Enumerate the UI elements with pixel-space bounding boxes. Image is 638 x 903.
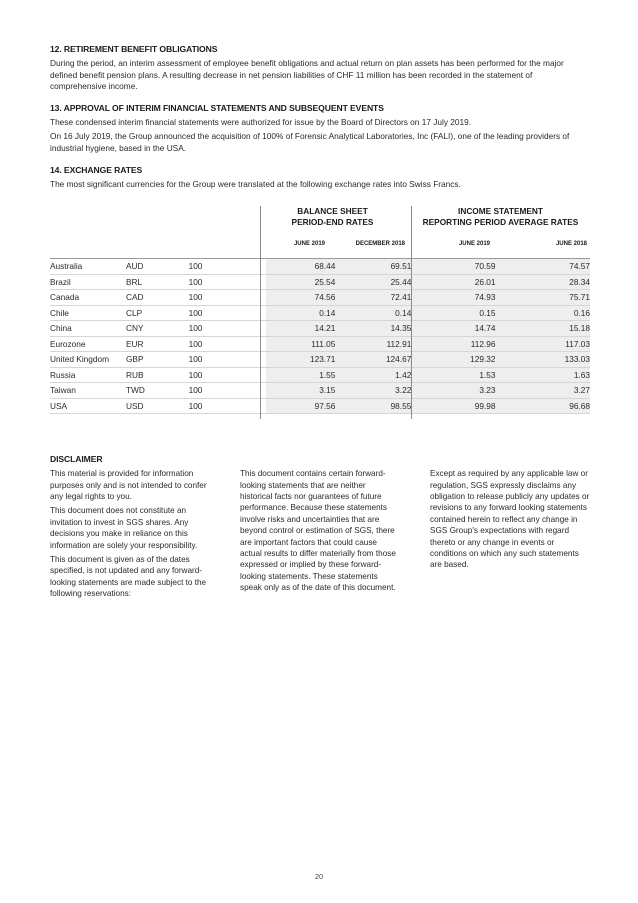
is-june2019-cell: 26.01 [411, 274, 495, 290]
section-title: 13. APPROVAL OF INTERIM FINANCIAL STATEMENTS AND SUBSEQUENT EVENTS [50, 102, 384, 113]
currency-code-cell: BRL [126, 274, 189, 290]
section-approval-events [50, 103, 590, 155]
column-divider [411, 206, 412, 419]
disclaimer-column-3 [430, 468, 590, 602]
is-june2019-cell: 3.23 [411, 383, 495, 399]
rates-body [50, 259, 590, 414]
is-june2018-cell: 75.71 [496, 290, 591, 306]
unit-cell: 100 [189, 383, 266, 399]
bs-june2019-cell: 25.54 [266, 274, 336, 290]
section-title: 12. RETIREMENT BENEFIT OBLIGATIONS [50, 44, 218, 54]
currency-code-cell: CAD [126, 290, 189, 306]
column-divider [260, 206, 261, 419]
is-june2019-cell: 1.53 [411, 367, 495, 383]
currency-code-cell: CLP [126, 305, 189, 321]
unit-cell: 100 [189, 305, 266, 321]
page-number: 20 [314, 872, 324, 881]
country-cell: USA [50, 398, 126, 414]
currency-code-cell: EUR [126, 336, 189, 352]
country-cell: Australia [50, 259, 126, 275]
is-june2018-cell: 74.57 [496, 259, 591, 275]
table-header [50, 206, 590, 250]
country-cell: United Kingdom [50, 352, 126, 368]
is-june2018-cell: 117.03 [496, 336, 591, 352]
bs-dec2018-cell: 98.55 [335, 398, 411, 414]
disclaimer-paragraph: This document contains certain forward-looking statements that are neither historical facts nor guarantees of future performance. Because these statements involve risks and uncertainties that are beyond control or estimation of SGS, there are important factors that could cause actual results to differ materially from those expressed or implied by these forward-looking statements. These statements speak only as of the date of this document. [240, 469, 396, 593]
section-exchange-rates [50, 165, 590, 415]
bs-june2019-cell: 1.55 [266, 367, 336, 383]
disclaimer-column-2 [240, 468, 400, 602]
country-cell: Taiwan [50, 383, 126, 399]
country-cell: China [50, 321, 126, 337]
is-june2018-cell: 133.03 [496, 352, 591, 368]
document-page [50, 44, 590, 603]
currency-code-cell: RUB [126, 367, 189, 383]
currency-code-cell: GBP [126, 352, 189, 368]
disclaimer-columns [50, 468, 590, 602]
table-row [50, 352, 590, 368]
currency-code-cell: CNY [126, 321, 189, 337]
section-title: 14. EXCHANGE RATES [50, 164, 143, 175]
bs-dec2018-cell: 25.44 [335, 274, 411, 290]
bs-june2019-cell: 68.44 [266, 259, 336, 275]
col-header-june2019-bs: JUNE 2019 [293, 241, 325, 248]
currency-code-cell: TWD [126, 383, 189, 399]
country-cell: Eurozone [50, 336, 126, 352]
country-cell: Russia [50, 367, 126, 383]
bs-june2019-cell: 3.15 [266, 383, 336, 399]
disclaimer-paragraph: This document is given as of the dates specified, is not updated and any forward-looking statements are made subject to the following reservations: [50, 555, 207, 599]
unit-cell: 100 [189, 352, 266, 368]
section-retirement-benefit [50, 44, 590, 93]
table-row [50, 398, 590, 414]
table-row [50, 367, 590, 383]
disclaimer-paragraph: Except as required by any applicable law or regulation, SGS expressly disclaims any obligation to release publicly any updates or revisions to any forward looking statements contained herein to reflect any change in SGS Group's expectations with regard thereto or any change in events or conditions on which any such statements are based. [430, 469, 590, 570]
is-june2019-cell: 74.93 [411, 290, 495, 306]
col-header-june2019-is: JUNE 2019 [458, 241, 490, 248]
table-row [50, 305, 590, 321]
unit-cell: 100 [189, 398, 266, 414]
is-june2019-cell: 0.15 [411, 305, 495, 321]
bs-dec2018-cell: 14.35 [335, 321, 411, 337]
bs-june2019-cell: 14.21 [266, 321, 336, 337]
disclaimer-paragraph: This material is provided for information purposes only and is not intended to confer any legal rights to you. [50, 469, 207, 501]
is-june2019-cell: 14.74 [411, 321, 495, 337]
bs-dec2018-cell: 69.51 [335, 259, 411, 275]
bs-dec2018-cell: 124.67 [335, 352, 411, 368]
bs-dec2018-cell: 1.42 [335, 367, 411, 383]
table-row [50, 321, 590, 337]
is-june2019-cell: 99.98 [411, 398, 495, 414]
paragraph: These condensed interim financial statements were authorized for issue by the Board of Directors on 17 July 2019. [50, 116, 472, 127]
table-row [50, 383, 590, 399]
table-row [50, 290, 590, 306]
currency-code-cell: AUD [126, 259, 189, 275]
currency-code-cell: USD [126, 398, 189, 414]
balance-sheet-group-header [260, 206, 405, 227]
bs-dec2018-cell: 112.91 [335, 336, 411, 352]
unit-cell: 100 [189, 274, 266, 290]
paragraph: During the period, an interim assessment of employee benefit obligations and actual return on plan assets has been performed for the major defined benefit pension plans. A resulting decrease in net pension liabilities of CHF 11 million has been recorded in the statement of comprehensive income. [50, 58, 564, 92]
bs-june2019-cell: 111.05 [266, 336, 336, 352]
group-header-line: PERIOD-END RATES [291, 216, 374, 227]
table-row [50, 274, 590, 290]
is-june2019-cell: 129.32 [411, 352, 495, 368]
is-june2018-cell: 96.68 [496, 398, 591, 414]
rates-grid [50, 258, 590, 414]
unit-cell: 100 [189, 336, 266, 352]
country-cell: Brazil [50, 274, 126, 290]
bs-june2019-cell: 74.56 [266, 290, 336, 306]
exchange-rates-table [50, 206, 590, 414]
disclaimer-column-1 [50, 468, 210, 602]
col-header-june2018: JUNE 2018 [555, 241, 587, 248]
disclaimer-section [50, 454, 590, 602]
country-cell: Chile [50, 305, 126, 321]
is-june2018-cell: 0.16 [496, 305, 591, 321]
section-title: DISCLAIMER [50, 454, 103, 465]
is-june2019-cell: 112.96 [411, 336, 495, 352]
table-row [50, 336, 590, 352]
bs-dec2018-cell: 0.14 [335, 305, 411, 321]
unit-cell: 100 [189, 367, 266, 383]
unit-cell: 100 [189, 321, 266, 337]
col-header-dec2018: DECEMBER 2018 [355, 241, 405, 248]
is-june2018-cell: 28.34 [496, 274, 591, 290]
paragraph: On 16 July 2019, the Group announced the acquisition of 100% of Forensic Analytical Laboratories, Inc (FALI), one of the leading providers of industrial hygiene, based in the USA. [50, 131, 570, 153]
table-row [50, 259, 590, 275]
bs-june2019-cell: 0.14 [266, 305, 336, 321]
unit-cell: 100 [189, 290, 266, 306]
is-june2018-cell: 1.63 [496, 367, 591, 383]
bs-dec2018-cell: 72.41 [335, 290, 411, 306]
country-cell: Canada [50, 290, 126, 306]
group-header-line: REPORTING PERIOD AVERAGE RATES [422, 216, 579, 227]
bs-june2019-cell: 123.71 [266, 352, 336, 368]
is-june2018-cell: 3.27 [496, 383, 591, 399]
bs-dec2018-cell: 3.22 [335, 383, 411, 399]
income-statement-group-header [411, 206, 590, 227]
group-header-line: BALANCE SHEET [297, 206, 368, 217]
unit-cell: 100 [189, 259, 266, 275]
bs-june2019-cell: 97.56 [266, 398, 336, 414]
is-june2019-cell: 70.59 [411, 259, 495, 275]
group-header-line: INCOME STATEMENT [458, 206, 543, 217]
is-june2018-cell: 15.18 [496, 321, 591, 337]
disclaimer-paragraph: This document does not constitute an invitation to invest in SGS shares. Any decisions you make in reliance on this information are solely your responsibility. [50, 506, 198, 550]
paragraph: The most significant currencies for the Group were translated at the following exchange rates into Swiss Francs. [50, 178, 461, 189]
